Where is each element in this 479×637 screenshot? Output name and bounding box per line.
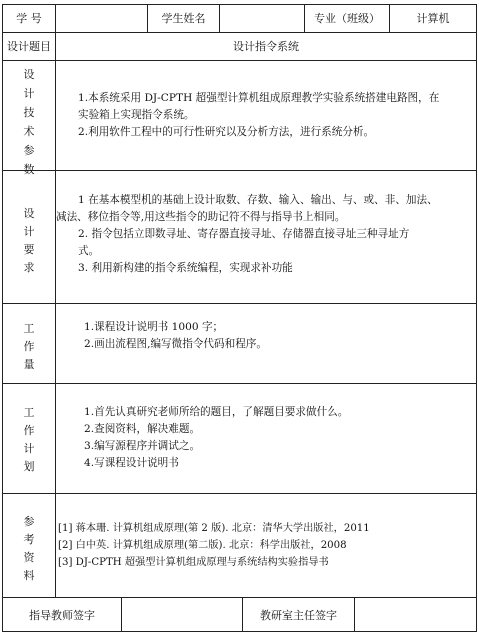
text-line: 2.画出流程图,编写微指令代码和程序。 [84, 338, 267, 350]
label-char: 考 [23, 533, 35, 546]
label-char: 料 [23, 569, 35, 582]
topic-label: 设计题目 [7, 40, 51, 53]
student-id-field[interactable] [56, 5, 147, 32]
label-char: 参 [23, 144, 35, 157]
student-id-label: 学 号 [16, 12, 42, 25]
row-divider [2, 32, 477, 33]
row-divider [2, 60, 477, 61]
table-border-bottom [2, 631, 477, 632]
row-divider [2, 383, 477, 384]
label-col-divider [55, 32, 56, 598]
label-char: 计 [23, 225, 35, 238]
references-text [58, 520, 370, 571]
text-line: 3.编写源程序并调试之。 [84, 440, 201, 452]
director-sign-label: 教研室主任签字 [260, 609, 337, 622]
work-plan-text [84, 404, 348, 472]
advisor-sign-field[interactable] [122, 598, 242, 631]
text-line: 1.首先认真研究老师所给的题目，了解题目要求做什么。 [84, 406, 349, 418]
advisor-sign-label: 指导教师签字 [29, 609, 95, 622]
tech-params-text [78, 90, 439, 141]
text-line: 2. 指令包括立即数寻址、寄存器直接寻址、存储器直接寻址三种寻址方 [78, 228, 410, 240]
student-name-label: 学生姓名 [161, 12, 206, 25]
label-char: 设 [23, 207, 35, 220]
label-char: 数 [23, 163, 35, 176]
reference-item: [3] DJ-CPTH 超强型计算机组成原理与系统结构实验指导书 [58, 557, 329, 568]
workload-label [21, 320, 37, 374]
label-char: 作 [23, 424, 35, 437]
tech-params-label [21, 66, 37, 180]
text-line: 1 在基本模型机的基础上设计取数、存数、输入、输出、与、或、非、加法、 [78, 194, 438, 206]
label-char: 参 [23, 515, 35, 528]
label-char: 设 [23, 68, 35, 81]
label-char: 术 [23, 125, 35, 138]
text-line: 2.查阅资料，解决难题。 [84, 423, 201, 435]
label-char: 工 [23, 406, 35, 419]
label-char: 要 [23, 243, 35, 256]
text-line: 2.利用软件工程中的可行性研究以及分析方法，进行系统分析。 [78, 126, 375, 138]
label-char: 工 [23, 322, 35, 335]
label-char: 作 [23, 340, 35, 353]
design-requirements-text [56, 192, 438, 277]
workload-text [84, 319, 267, 353]
text-line: 1.课程设计说明书 1000 字； [84, 321, 224, 333]
label-char: 计 [23, 442, 35, 455]
row-divider [2, 493, 477, 494]
label-char: 资 [23, 551, 35, 564]
label-char: 技 [23, 106, 35, 119]
topic-value: 设计指令系统 [233, 40, 299, 53]
major-class-value: 计算机 [416, 12, 450, 25]
label-char: 计 [23, 87, 35, 100]
table-border-left [2, 4, 3, 632]
reference-item: [1] 蒋本珊. 计算机组成原理(第 2 版). 北京：清华大学出版社，2011 [58, 523, 370, 534]
student-name-field[interactable] [220, 5, 304, 32]
text-line: 实验箱上实现指令系统。 [78, 109, 195, 121]
text-line: 1.本系统采用 DJ-CPTH 超强型计算机组成原理教学实验系统搭建电路图，在 [78, 92, 440, 104]
reference-item: [2] 白中英. 计算机组成原理(第二版). 北京：科学出版社，2008 [58, 540, 347, 551]
row-divider [2, 170, 477, 171]
text-line: 3. 利用新构建的指令系统编程，实现求补功能 [78, 262, 293, 274]
text-line: 减法、移位指令等,用这些指令的助记符不得与指导书上相同。 [56, 211, 346, 223]
major-class-label: 专业（班级） [314, 12, 380, 25]
director-sign-field[interactable] [355, 598, 476, 631]
label-char: 求 [23, 261, 35, 274]
design-requirements-label [21, 205, 37, 277]
row-divider [2, 303, 477, 304]
label-char: 划 [23, 460, 35, 473]
work-plan-label [21, 404, 37, 476]
references-label [21, 513, 37, 585]
text-line: 4.写课程设计说明书 [84, 457, 179, 469]
text-line: 式。 [78, 245, 100, 257]
label-char: 量 [23, 358, 35, 371]
table-border-right [476, 4, 477, 632]
